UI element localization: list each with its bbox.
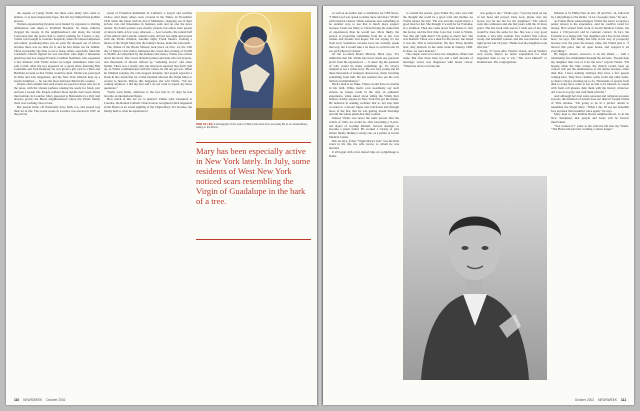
paragraph: Today, 57 years after Vitalis's vision, and in Vitalis's own words, there's no better explanation for what happened than to say it was "The Lord himself" or Dominicans. The congregations xyxy=(477,48,547,64)
caption-text: A photograph of the vision of Mary that went from everyday life to an extraordinary calling in the Bronx. xyxy=(196,123,308,130)
caption-label: RIDE OF LIFE xyxy=(196,123,213,126)
left-footer xyxy=(14,398,65,402)
right-column-3 xyxy=(477,12,547,172)
right-column-1 xyxy=(329,12,399,395)
paragraph: Vitalis went home, oblivious to the fact that in 15 days he had become an international figure. xyxy=(104,89,192,98)
paragraph: And although he's had some personal and religious pressure success, the intention of details does not distract Joseph Vitalis of Villa Avenue. "I'm going to be in a perfect dream to remember the Virgin Mary. "When I die, I'll see her beautiful face and hear that beautiful voice again," he says. xyxy=(551,93,629,113)
pull-quote: Mary has been especially active in New York lately. In July, some residents of West New York noticed scars resembling the Virgin of Guadalupe in the bark of a tree. xyxy=(196,146,311,206)
paragraph: Women experiencing hysteria were healed by exposure to visiting ambulances and taken to Fondlian Hospital. So many vehicles clogged the streets in the neighbourhood and along the Grand Concourse that the police had to restrict parking for 3 hours a day. Vitalis was brought to veterans' hospitals, where he blessed amputees and others, promising there was no pain. He dropped out of school because there was no time for it and he had fallen too far behind. There was hardly any time to eat or sleep, either, especially when the Cardinal's Church figured he was involved. One night a limousine pulled up and two stepped Francis Cardinal Spellman, who requested a few minutes with Vitalis before no longer remembers what was said to him. After the boy appeared on a sports show featuring Bob Considine and Jack Dempsey, he was given a gift card to a Hess and Hartman account so that Vitalis would be dead. Vitalis was portrayed in Time and Life magazines, and the New York tabloids kept up a steady drumbeat — he was the most featured child in the country. xyxy=(14,22,100,83)
paragraph: How much of this are we to believe? Unlike what transpired at Lourdes, the Roman Catholic Church never recognized what happened in the Bronx as an actual sighting of the Virgin Mary. For decades, the family held to what he experienced xyxy=(104,97,192,113)
paragraph: as well as an author and a contributor for CBS News. "I think God was speak to many more and more 'Vitalis' with external visions. When someone sees something as no another way, to use that is much more suspect because I don't see Mary or Christ having the same kind of experiences than he would see. More likely, the person is projecting something from his or her own wishes and dreams and hopes. I'm not saying it's not from God. Somehow, because God can certainly speak that way, but it would take a lot more to convince me I'd see such physical visions." xyxy=(329,12,399,53)
vision-photo-image xyxy=(196,12,311,120)
paragraph: But people better off financially have faith, too, and people beg their lot in life. The potent statue in Lourdes was erected in 1907 on the private xyxy=(14,104,100,117)
paragraph: Of the so-called Bronx Miracle, Beck says, "It's admirable that Mr. Vitalis has never made any personal profit from his experiences — it raises big the question of why would he make something up. It's always tempted to see a richer story. He was very young and all these thousands of strangers showed up, many traveling something from him. He has seemed also see his own faith in an illumination." xyxy=(329,52,399,83)
paragraph: "You wanted it?" some to his wife his life that my Vitalis. "The Bronx kid just isn't working a whole longer." xyxy=(551,123,629,132)
paragraph: was going to die," Vitalis says, "I put my head on top of her head and prayed. Dear God, please cure my Grace, not for me but for my daughters." The cancer went into remission and she had years with the 10 more years. The last book with sorrow I wish one of her. She would've done the same for me. She was a very good woman, a very holy woman. You couldn't find a more lovely and beautiful woman, and she was married to me right up the last 10 years. Thank God my daughters took after her." xyxy=(477,12,547,49)
right-column-2 xyxy=(403,12,473,172)
paragraph: As Father Beck acknowledged, Vitalis has never accepted a penny related to the experience. And he could've cared for money. He's retired from work at Jacobi Medical Center, but keeps a 150-year-old and in constant contact. In fact, the Fontaine is so happy that "my daughter and I live in the winter here," he says. The family has little in the way of prosperity because over the years the money came, the Vitalis puts it. "I moved this place like an open house, and stopped it all everything." xyxy=(551,18,629,53)
left-page xyxy=(6,6,317,405)
issue-date: October 2002 xyxy=(46,398,66,402)
portrait-photo-image xyxy=(403,176,547,380)
paragraph: People often assume that such events are good for those who are in the press, with the visions perhaps causing the seeds for fraud, plot and just a lesson life. People without those details don't need divine intervention, its Lourdes. Mary appeared to Bernadette in a dirty and obscure grotto; the Bronx neighbourhood where the Vitalis family lived was working class at best. xyxy=(14,82,100,105)
paragraph: But, he says, if that "Virgin Mary's visit" was the final event in his life, his wife Grace, to whom he was married. xyxy=(329,138,399,150)
paragraph: the request of young Vitalis but there were many who came to believe, or at least desperately hope, that the boy himself had godlike powers. xyxy=(14,12,100,23)
paragraph: to consult the priests, gave Father Pio, who was with the thought she could be a good wife and mother. As Vitalis relates the tale: "He was told she would marry a good man for her. She thought it would be for Fontaine, in a tradition. Then she came down from Rome to visit the doctor, and the first time I saw her, I said to Vitalis, 'See that girl right there? I'm going to marry her.' She was married. There was a man for the doctor, she found it was me. This is inexcusable. We met. Three months later, they married, in the same week in January 1960. In June, we were married." xyxy=(403,12,473,53)
paragraph: Mary kept to that humble Bronx neighbourhood, as in the New Testament, that people and Jesus will be forever intertwined. xyxy=(551,112,629,124)
publication-name: NEWSWEEK xyxy=(23,398,43,402)
paragraph: The climax of the Bronx Miracle took place on Nov. 14, the 15th day of Mary's visit. Police estimated the crowd that evening at 25,000 to 30,000. Accompanied by the mothers and sisters, Vitalis was carried down the street. The crowd included priests and nuns who led prayers, and thousands of throats offered up "Amazing Grace" and other hymns. There was a steady rain, but observers reported that from 7pm on, as Vitalis communicated with the vision, he did not get wet. When he finished praying, the rain stopped abruptly, and people reported a break in the clouds that for a brief moment allowed the Virgin Mary to ascend to heaven. Before this happened, she told Vitalis, "I'm not coming anymore. I did my best and I do not want to repeat any more questions." xyxy=(104,44,192,90)
left-column-1 xyxy=(14,12,100,395)
right-footer xyxy=(575,398,626,402)
paragraph: Beck's mail is no fluke. Videos would have no trouble in his faith. White men's own steadfastly say such visions no longer count in the only an authentic experience, when asked about sitting the Vitalis they believe, hardly anyone in New York had got the memo. He believed in seeking wonders that is, not stop their vocation to a devout figure and conviction and through more of the fire, that he was getting dream blessings and did the whole prism that they wanted. xyxy=(329,82,399,117)
paragraph: It all began with a few shared trips on a pilgrimage to Rome xyxy=(329,149,399,158)
left-column-2 xyxy=(104,12,192,395)
issue-date: October 2002 xyxy=(574,398,595,402)
paragraph: The couple went on to have two daughters, Marie and Anne. But after more than two and a half decades of marriage, Grace was diagnosed with breast cancer. "When the doctor told me she xyxy=(403,52,473,68)
paragraph: Indeed, Vitalis was never the same person after the events of 1945. As would be, after becoming a 9-year-old object of worship himself. Several attempts to become a priest failed. He worked a variety of jobs before finally finding a steady one, as a janitor at Jacobi Medical Center. xyxy=(329,116,399,139)
paragraph: Mission at St. Philip Neri on Oct. 29 and Nov. 14, followed by a pilgrimage to the shrine. "A lot of people came," he says. xyxy=(551,12,629,19)
page-number: 110 xyxy=(14,398,20,402)
photo-caption xyxy=(196,123,311,129)
vision-photo xyxy=(196,12,311,120)
pull-quote-top-rule xyxy=(196,142,311,143)
pull-quote-bottom-rule xyxy=(196,239,311,240)
publication-name: NEWSWEEK xyxy=(598,398,618,402)
portrait-photo xyxy=(403,176,547,380)
right-page xyxy=(323,6,634,405)
paragraph: estate of Frederick Reinmann de Cuilliard, a lawyer and wealthy widow. And many others were covered in the Times. In November 1945 when the statue with its did of Mindanao, snapping out of their private cars and limousines in business suits and on one the news outlets. No doubt women were mostly curious, but others were people of sincere faith. A few wore raincoats — Lou Costello, the rotund half of the Abbott and Costello comedy team, arrived one night and prayed with the Vitalis children. Another night, Frank Sinatra, fronting a movie of the Virgin Mary that the family's house, made the trek north. xyxy=(104,12,192,45)
right-column-4 xyxy=(551,12,629,395)
paragraph: He lingers sincere, however, to be the shrine — with a remarkably few mishandled through the decades. "People help my daughter take care of it for me now," reports Vitalis. "I'm hoping when the time comes, the church would, keep up contact will put the maintenance of the shrine because, other than that, I have nothing. Perhaps they have a few people coming here. They have candles, some crafts and other items, so there's always cleaning up to do. Thousands of people from then to today have come to see us and to be blessed. A couple with fresh cell phones, help them with the history whatever. All I can do is pray and with them with me." xyxy=(551,52,629,94)
page-number: 111 xyxy=(621,398,626,402)
